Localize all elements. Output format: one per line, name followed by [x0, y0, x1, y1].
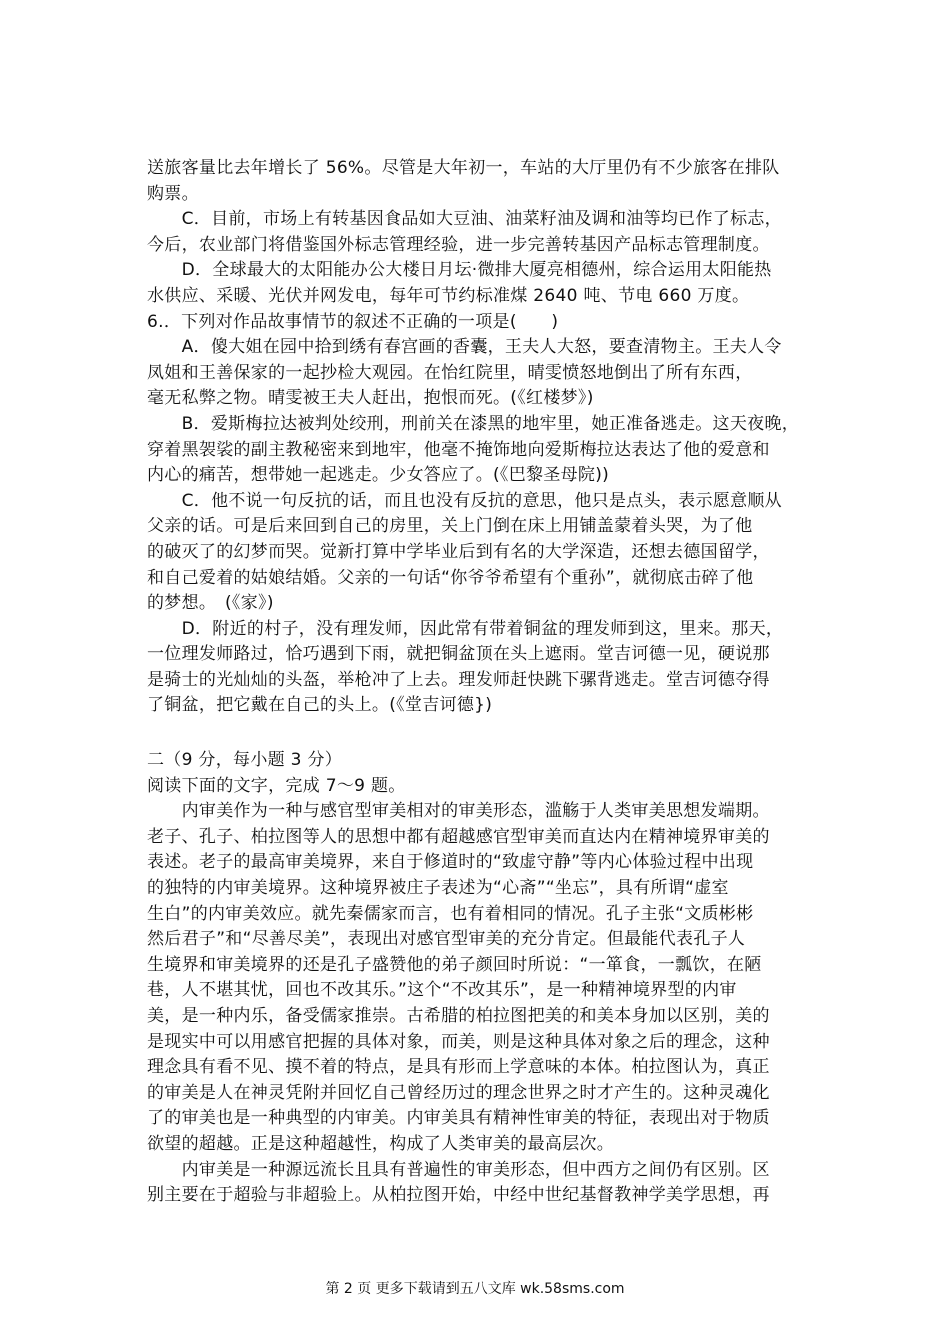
text-line: 父亲的话。可是后来回到自己的房里，关上门倒在床上用铺盖蒙着头哭，为了他 [147, 516, 753, 537]
text-line: 了的审美也是一种典型的内审美。内审美具有精神性审美的特征，表现出对于物质 [147, 1108, 770, 1129]
text-line: 是骑士的光灿灿的头盔，举枪冲了上去。理发师赶快跳下骡背逃走。堂吉诃德夺得 [147, 669, 770, 690]
text-line: 购票。 [147, 183, 199, 204]
text-line: 表述。老子的最高审美境界，来自于修道时的“致虚守静”等内心体验过程中出现 [147, 852, 754, 873]
text-line: 毫无私弊之物。晴雯被王夫人赶出，抱恨而死。(《红楼梦》) [147, 388, 594, 409]
text-line: 美，是一种内乐，备受儒家推崇。古希腊的柏拉图把美的和美本身加以区别，美的 [147, 1006, 770, 1026]
document-page [147, 156, 813, 1209]
text-line: 的破灭了的幻梦而哭。觉新打算中学毕业后到有名的大学深造，还想去德国留学， [147, 541, 770, 562]
question-6 [147, 310, 813, 720]
text-line: D．附近的村子，没有理发师，因此常有带着铜盆的理发师到这，里来。那天， [147, 618, 784, 639]
page-footer: 第 2 页 更多下载请到五八文库 wk.58sms.com [325, 1281, 625, 1297]
text-line: 凤姐和王善保家的一起抄检大观园。在怡红院里，晴雯愤怒地倒出了所有东西， [147, 362, 753, 383]
part-2-reading [147, 748, 813, 1209]
text-line: D．全球最大的太阳能办公大楼日月坛·微排大厦亮相德州，综合运用太阳能热 [147, 260, 772, 281]
instruction: 阅读下面的文字，完成 7～9 题。 [147, 775, 406, 796]
section-gap [147, 719, 813, 748]
text-line: 和自己爱着的姑娘结婚。父亲的一句话“你爷爷希望有个重孙”，就彻底击碎了他 [147, 567, 754, 588]
text-line: 今后，农业部门将借鉴国外标志管理经验，进一步完善转基因产品标志管理制度。 [147, 234, 770, 255]
text-line: B．爱斯梅拉达被判处绞刑，刑前关在漆黑的地牢里，她正准备逃走。这天夜晚， [147, 413, 800, 434]
section-heading: 二（9 分，每小题 3 分） [147, 750, 343, 771]
text-line: 理念具有看不见、摸不着的特点，是具有形而上学意味的本体。柏拉图认为，真正 [147, 1057, 770, 1078]
text-line: 生境界和审美境界的还是孔子盛赞他的弟子颜回时所说：“一箪食，一瓢饮，在陋 [147, 954, 762, 975]
text-line: 然后君子”和“尽善尽美”，表现出对感官型审美的充分肯定。但最能代表孔子人 [147, 929, 746, 950]
text-line: 送旅客量比去年增长了 56%。尽管是大年初一，车站的大厅里仍有不少旅客在排队 [147, 158, 780, 178]
question-stem: 6.．下列对作品故事情节的叙述不正确的一项是( ) [147, 311, 559, 332]
text-line: 老子、孔子、柏拉图等人的思想中都有超越感官型审美而直达内在精神境界审美的 [147, 826, 770, 847]
text-line: 穿着黑袈裟的副主教秘密来到地牢，他毫不掩饰地向爱斯梅拉达表达了他的爱意和 [147, 439, 770, 460]
text-line: 巷，人不堪其忧，回也不改其乐。”这个“不改其乐”，是一种精神境界型的内审 [147, 980, 737, 1001]
text-line: C．他不说一句反抗的话，而且也没有反抗的意思，他只是点头，表示愿意顺从 [147, 490, 782, 511]
text-line: 一位理发师路过，恰巧遇到下雨，就把铜盆顶在头上遮雨。堂吉诃德一见，硬说那 [147, 644, 770, 665]
text-line: 了铜盆，把它戴在自己的头上。(《堂吉诃德}) [147, 695, 493, 716]
text-line: 内审美作为一种与感官型审美相对的审美形态，滥觞于人类审美思想发端期。 [147, 801, 770, 822]
text-line: 欲望的超越。正是这种超越性，构成了人类审美的最高层次。 [147, 1133, 615, 1154]
text-line: 是现实中可以用感官把握的具体对象，而美，则是这种具体对象之后的理念，这种 [147, 1031, 770, 1052]
text-line: C．目前，市场上有转基因食品如大豆油、油菜籽油及调和油等均已作了标志， [147, 209, 782, 230]
question-5-continuation [147, 156, 813, 310]
text-line: 内心的痛苦，想带她一起逃走。少女答应了。(《巴黎圣母院)) [147, 465, 610, 486]
text-line: 内审美是一种源远流长且具有普遍性的审美形态，但中西方之间仍有区别。区 [147, 1159, 770, 1180]
text-line: 的独特的内审美境界。这种境界被庄子表述为“心斋”“坐忘”，具有所谓“虚室 [147, 878, 729, 899]
text-line: 的梦想。 (《家》) [147, 593, 274, 614]
text-line: 生白”的内审美效应。就先秦儒家而言，也有着相同的情况。孔子主张“文质彬彬 [147, 903, 754, 924]
text-line: 别主要在于超验与非超验上。从柏拉图开始，中经中世纪基督教神学美学思想，再 [147, 1185, 770, 1206]
text-line: 水供应、采暖、光伏并网发电，每年可节约标准煤 2640 吨、节电 660 万度。 [147, 285, 750, 306]
text-line: A．傻大姐在园中拾到绣有春宫画的香囊，王夫人大怒，要查清物主。王夫人令 [147, 337, 782, 358]
text-line: 的审美是人在神灵凭附并回忆自己曾经历过的理念世界之时才产生的。这种灵魂化 [147, 1082, 770, 1103]
